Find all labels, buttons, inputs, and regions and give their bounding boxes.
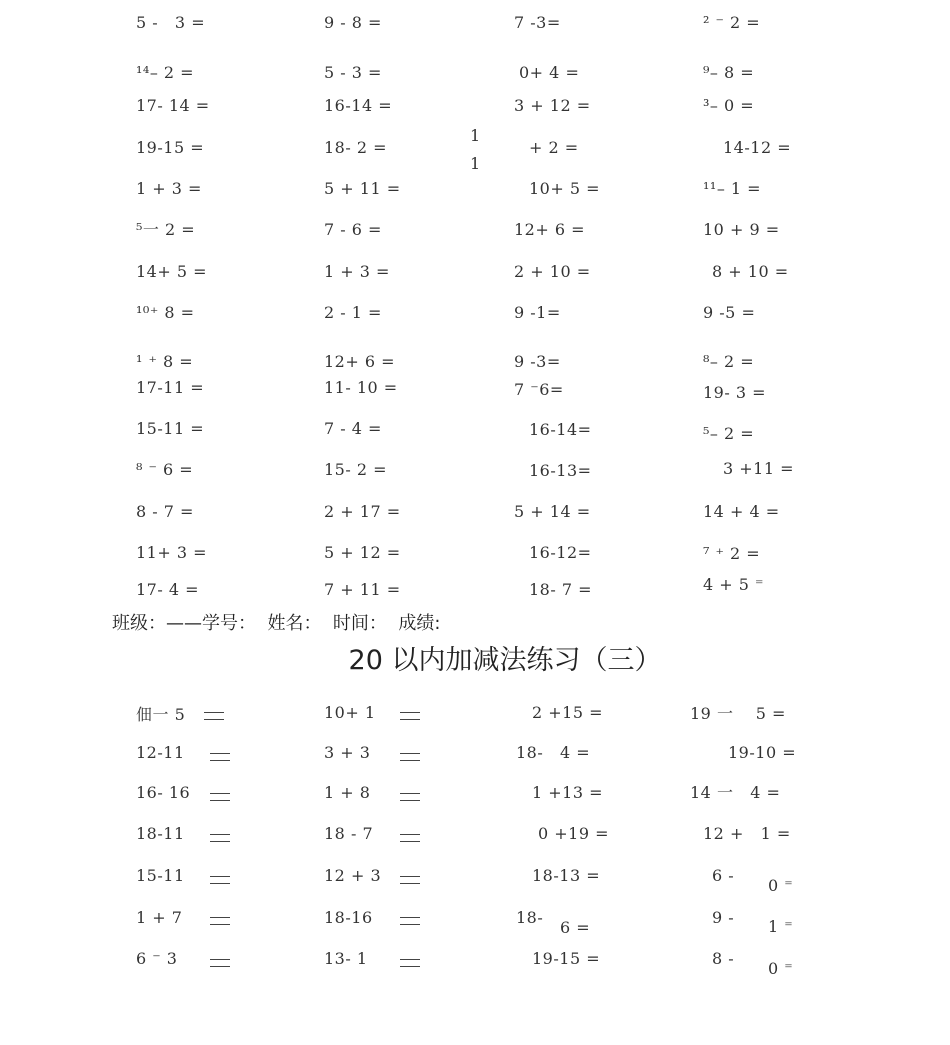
problem: 8 - 7 = bbox=[136, 502, 194, 521]
problem: 6 ⁻ 3 bbox=[136, 949, 178, 968]
problem: 18 - 7 bbox=[324, 824, 374, 843]
problem: 8 + 10 = bbox=[712, 262, 789, 281]
problem: 10+ 1 bbox=[324, 703, 376, 722]
problem: 18- 2 = bbox=[324, 138, 388, 157]
problem: 5 + 11 = bbox=[324, 179, 401, 198]
worksheet-title: 20 以内加减法练习（三） bbox=[348, 645, 662, 676]
problem: 3 + 12 = bbox=[514, 96, 591, 115]
answer-blank[interactable] bbox=[400, 753, 420, 761]
problem: 1 + 3 = bbox=[136, 179, 202, 198]
problem: 19- 3 = bbox=[703, 383, 767, 402]
problem: 12+ 6 = bbox=[514, 220, 586, 239]
problem: 15-11 = bbox=[136, 419, 205, 438]
answer-blank[interactable] bbox=[400, 793, 420, 801]
answer-blank[interactable] bbox=[210, 959, 230, 967]
problem-answer-fragment: 6 = bbox=[560, 918, 591, 937]
problem: 5 + 14 = bbox=[514, 502, 591, 521]
answer-blank[interactable] bbox=[210, 876, 230, 884]
problem: 1 + 8 bbox=[324, 783, 371, 802]
problem: 12 + 3 bbox=[324, 866, 382, 885]
problem: 7 ⁻6= bbox=[514, 380, 564, 399]
problem: 6 - bbox=[712, 866, 735, 885]
answer-blank[interactable] bbox=[400, 712, 420, 720]
student-info-fields: 班级：——学号： 姓名： 时间： 成绩: bbox=[112, 613, 441, 634]
problem: ² ⁻ 2 = bbox=[703, 13, 761, 32]
problem: 12-11 bbox=[136, 743, 185, 762]
problem: ¹⁰⁺ 8 = bbox=[136, 303, 195, 322]
problem: 18- 4 = bbox=[516, 743, 591, 762]
problem: 5 - 3 = bbox=[136, 13, 206, 32]
problem: 7 + 11 = bbox=[324, 580, 401, 599]
problem: 17-11 = bbox=[136, 378, 205, 397]
problem: 16-14= bbox=[529, 420, 592, 439]
problem: 3 +11 = bbox=[723, 459, 795, 478]
stray-digit: 1 bbox=[470, 126, 481, 145]
problem: 18- bbox=[516, 908, 544, 927]
problem: 0 +19 = bbox=[538, 824, 610, 843]
problem: 17- 14 = bbox=[136, 96, 210, 115]
problem: ¹ ⁺ 8 = bbox=[136, 352, 194, 371]
problem: 14-12 = bbox=[723, 138, 792, 157]
problem: 1 + 7 bbox=[136, 908, 183, 927]
problem: 16- 16 bbox=[136, 783, 191, 802]
problem: 16-12= bbox=[529, 543, 592, 562]
answer-blank[interactable] bbox=[210, 753, 230, 761]
problem: 9 - 8 = bbox=[324, 13, 382, 32]
problem: 19 一 5 = bbox=[690, 704, 786, 723]
answer-blank[interactable] bbox=[210, 793, 230, 801]
problem: 17- 4 = bbox=[136, 580, 200, 599]
problem: 8 - bbox=[712, 949, 735, 968]
problem: 19-15 = bbox=[532, 949, 601, 968]
problem: 7 - 6 = bbox=[324, 220, 382, 239]
stray-digit: 1 bbox=[470, 154, 481, 173]
problem: 10 + 9 = bbox=[703, 220, 780, 239]
problem: 11- 10 = bbox=[324, 378, 398, 397]
problem: 14 一 4 = bbox=[690, 783, 781, 802]
problem: 2 + 17 = bbox=[324, 502, 401, 521]
problem: 14 + 4 = bbox=[703, 502, 780, 521]
problem: ³– 0 = bbox=[703, 96, 755, 115]
answer-blank[interactable] bbox=[400, 917, 420, 925]
problem: 13- 1 bbox=[324, 949, 368, 968]
problem: 2 + 10 = bbox=[514, 262, 591, 281]
problem-answer-fragment: 0 ⁼ bbox=[768, 959, 794, 978]
problem: 9 - bbox=[712, 908, 735, 927]
problem: 18- 7 = bbox=[529, 580, 593, 599]
problem: 9 -3= bbox=[514, 352, 561, 371]
problem: 5 - 3 = bbox=[324, 63, 382, 82]
problem: 12+ 6 = bbox=[324, 352, 396, 371]
problem: 7 -3= bbox=[514, 13, 561, 32]
problem: 10+ 5 = bbox=[529, 179, 601, 198]
answer-blank[interactable] bbox=[400, 959, 420, 967]
problem: 15-11 bbox=[136, 866, 185, 885]
problem: 12 + 1 = bbox=[703, 824, 791, 843]
problem: 佃一 5 bbox=[136, 705, 186, 724]
problem: + 2 = bbox=[529, 138, 579, 157]
problem: 16-13= bbox=[529, 461, 592, 480]
problem: 0+ 4 = bbox=[519, 63, 580, 82]
problem: 18-13 = bbox=[532, 866, 601, 885]
problem: 4 + 5 ⁼ bbox=[703, 575, 764, 594]
problem: ¹¹– 1 = bbox=[703, 179, 762, 198]
answer-blank[interactable] bbox=[400, 834, 420, 842]
answer-blank[interactable] bbox=[204, 712, 224, 720]
problem: 11+ 3 = bbox=[136, 543, 208, 562]
answer-blank[interactable] bbox=[210, 917, 230, 925]
problem: 18-11 bbox=[136, 824, 185, 843]
problem-answer-fragment: 0 ⁼ bbox=[768, 876, 794, 895]
problem: 19-15 = bbox=[136, 138, 205, 157]
problem: 9 -1= bbox=[514, 303, 561, 322]
answer-blank[interactable] bbox=[210, 834, 230, 842]
problem-answer-fragment: 1 ⁼ bbox=[768, 917, 794, 936]
problem: 18-16 bbox=[324, 908, 373, 927]
problem: 15- 2 = bbox=[324, 460, 388, 479]
problem: 14+ 5 = bbox=[136, 262, 208, 281]
problem: 3 + 3 bbox=[324, 743, 371, 762]
problem: ¹⁴– 2 = bbox=[136, 63, 195, 82]
answer-blank[interactable] bbox=[400, 876, 420, 884]
problem: 16-14 = bbox=[324, 96, 393, 115]
problem: ⁵一 2 = bbox=[136, 220, 196, 239]
problem: ⁸ ⁻ 6 = bbox=[136, 460, 194, 479]
problem: ⁵– 2 = bbox=[703, 424, 755, 443]
problem: ⁷ ⁺ 2 = bbox=[703, 544, 761, 563]
problem: ⁹– 8 = bbox=[703, 63, 755, 82]
problem: 19-10 = bbox=[728, 743, 797, 762]
problem: 9 -5 = bbox=[703, 303, 756, 322]
problem: ⁸– 2 = bbox=[703, 352, 755, 371]
problem: 2 +15 = bbox=[532, 703, 604, 722]
problem: 1 +13 = bbox=[532, 783, 604, 802]
problem: 7 - 4 = bbox=[324, 419, 382, 438]
problem: 2 - 1 = bbox=[324, 303, 382, 322]
problem: 1 + 3 = bbox=[324, 262, 390, 281]
problem: 5 + 12 = bbox=[324, 543, 401, 562]
